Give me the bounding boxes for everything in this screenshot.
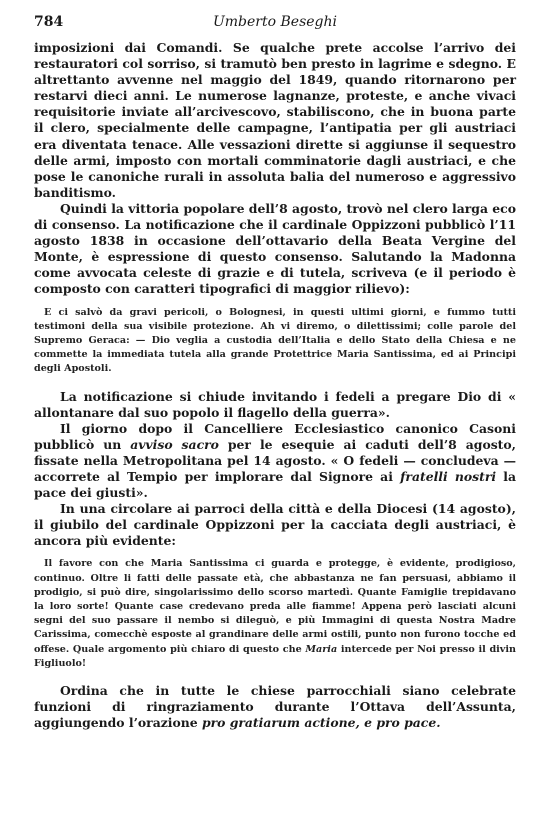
running-header bbox=[34, 14, 516, 40]
quotation-1: E ci salvò da gravi pericoli, o Bolognesi, in questi ultimi giorni, e fummo tutti testimoni della sua visibile protezione. Ah vi diremo, o dilettissimi; colle parole del Supremo Geraca: — Dio veglia a custodia dell’Italia e dello Stato della Chiesa e ne commette la immediata tutela alla grande Protettrice Maria Santissima, ed ai Principi degli Apostoli. bbox=[34, 306, 516, 375]
paragraph-4-text-a: Il giorno dopo il Cancelliere Ecclesiastico canonico Casoni pubblicò un bbox=[34, 420, 516, 452]
quotation-2-text-a: Il favore con che Maria Santissima ci guarda e protegge, è evidente, prodigioso, continuo. Oltre li fatti delle passate età, che abbastanza ne fan persuasi, abbiamo il prodigio, si può dire, singolarissimo dello scorso martedì. Quante Famiglie trepidavano la loro sorte! Quante case credevano preda alle fiamme! Appena però lasciati alcuni segni del suo passare il nembo si dileguò, e più Immagini di questa Nostra Madre Carissima, comecchè esposte al grandinare delle armi ostili, punto non furono tocche ed offese. Quale argomento più chiaro di questo che bbox=[34, 558, 516, 655]
paragraph-6-emphasis: pro gratiarum actione, e pro pace. bbox=[201, 715, 441, 731]
paragraph-6-text: Ordina che in tutte le chiese parrocchiali siano celebrate funzioni di ringraziamento durante l’Ottava dell’Assunta, aggiungendo l’orazione bbox=[34, 683, 516, 731]
quotation-2-emphasis: Maria bbox=[305, 643, 338, 655]
paragraph-4-text-b: per le esequie ai caduti dell’8 agosto, fissate nella Metropolitana pel 14 agosto. « O fedeli — concludeva — accorrete al Tempio per implorare dal Signore ai bbox=[34, 436, 516, 484]
paragraph-5: In una circolare ai parroci della città e della Diocesi (14 agosto), il giubilo del cardinale Oppizzoni per la cacciata degli austriaci, è ancora più evidente: bbox=[34, 501, 516, 549]
paragraph-2: Quindi la vittoria popolare dell’8 agosto, trovò nel clero larga eco di consenso. La notificazione che il cardinale Oppizzoni pubblicò l’11 agosto 1838 in occasione dell’ottavario della Beata Vergine del Monte, è espressione di questo consenso. Salutando la Madonna come avvocata celeste di grazie e di tutela, scriveva (e il periodo è composto con caratteri tipografici di maggior rilievo): bbox=[34, 200, 516, 297]
paragraph-1: imposizioni dai Comandi. Se qualche prete accolse l’arrivo dei restauratori col sorriso, si tramutò ben presto in lagrime e sdegno. E altrettanto avvenne nel maggio del 1849, quando ritornarono per restarvi dieci anni. Le numerose lagnanze, proteste, e anche vivaci requisitorie inviate all’arcivescovo, stabiliscono, che in buona parte il clero, specialmente delle campagne, l’antipatia per gli austriaci era diventata tenace. Alle vessazioni dirette si aggiunse il sequestro delle armi, imposto con mortali comminatorie dagli austriaci, e che pose le canoniche rurali in assoluta balia del numeroso e aggressivo banditismo. bbox=[34, 40, 516, 200]
paragraph-4 bbox=[34, 421, 516, 501]
paragraph-6 bbox=[34, 683, 516, 731]
paragraph-4-emphasis-1: avviso sacro bbox=[130, 436, 219, 452]
paragraph-3: La notificazione si chiude invitando i fedeli a pregare Dio di « allontanare dal suo popolo il flagello della guerra». bbox=[34, 388, 516, 420]
page-number: 784 bbox=[34, 14, 64, 30]
running-title: Umberto Beseghi bbox=[212, 14, 338, 30]
paragraph-4-text-c: la pace dei giusti». bbox=[34, 468, 516, 501]
paragraph-4-emphasis-2: fratelli nostri bbox=[400, 468, 497, 484]
quotation-2 bbox=[34, 557, 516, 671]
quotation-2-text-b: intercede per Noi presso il divin Figliuolo! bbox=[34, 643, 516, 669]
